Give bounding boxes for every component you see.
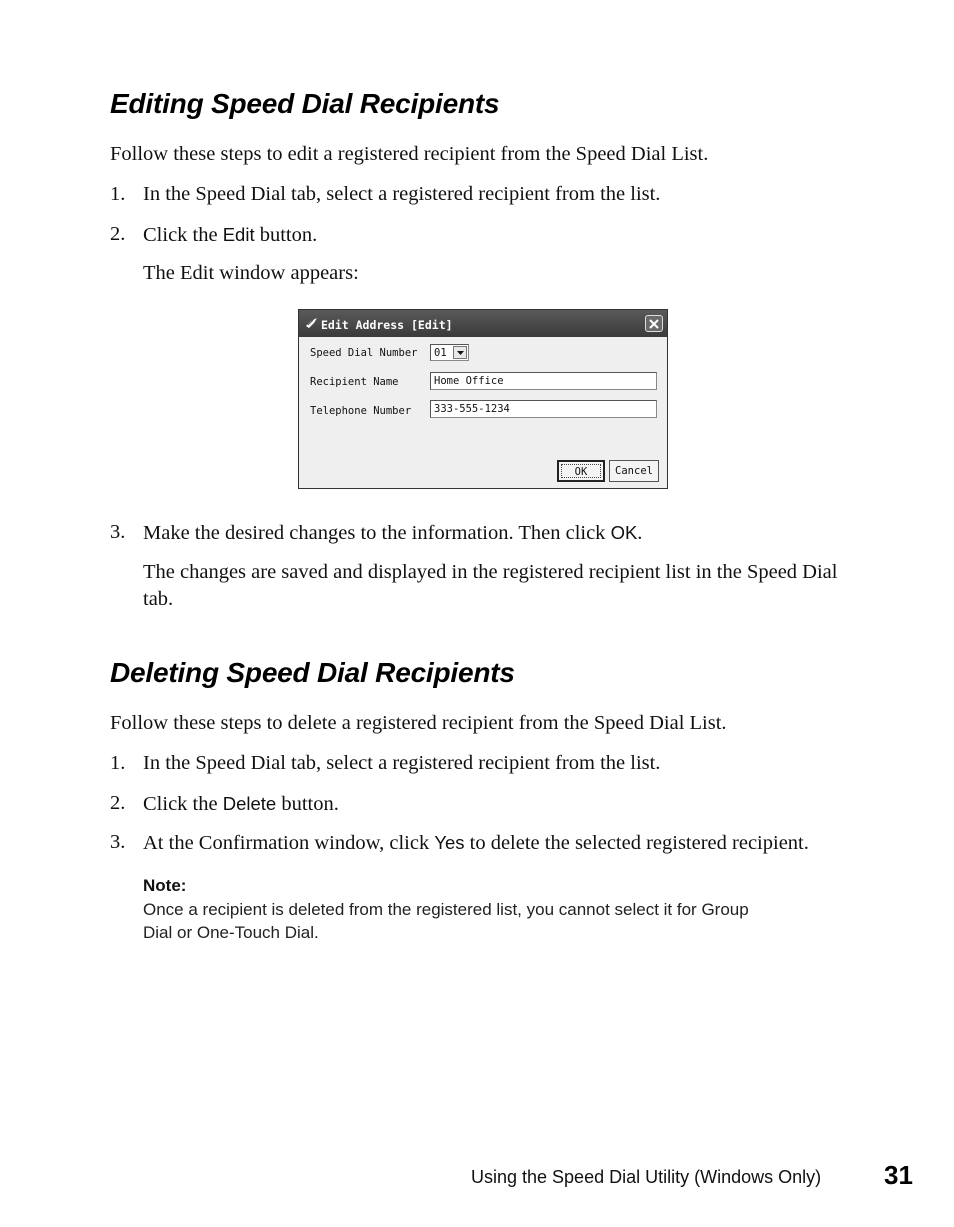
window-note: The Edit window appears: — [143, 262, 359, 284]
step-number: 1. — [110, 752, 126, 774]
ui-term: Delete — [222, 793, 277, 814]
focus-ring — [561, 464, 601, 478]
step-text-part: Click the — [143, 793, 223, 815]
section-heading-deleting: Deleting Speed Dial Recipients — [110, 657, 515, 688]
recipient-name-label: Recipient Name — [310, 376, 399, 388]
dialog-title: Edit Address [Edit] — [321, 318, 453, 332]
step-text-part: At the Confirmation window, click — [143, 832, 435, 854]
ok-button-label: OK — [574, 466, 588, 478]
step-text-part: Click the — [143, 224, 223, 246]
step-number: 2. — [110, 223, 126, 245]
step-number: 3. — [110, 521, 126, 543]
close-button[interactable] — [645, 315, 663, 332]
page-number: 31 — [884, 1160, 913, 1190]
step-text — [143, 519, 642, 547]
step-text: In the Speed Dial tab, select a registered recipient from the list. — [143, 183, 661, 205]
edit-address-dialog — [298, 309, 668, 489]
step-text-part: to delete the selected registered recipient. — [464, 832, 809, 854]
telephone-number-label: Telephone Number — [310, 405, 412, 417]
step-text-part: Make the desired changes to the information. Then click — [143, 522, 611, 544]
note-body-line: Dial or One-Touch Dial. — [143, 923, 319, 942]
dialog-titlebar — [299, 310, 667, 337]
telephone-number-value: 333-555-1234 — [434, 403, 510, 415]
note-title: Note: — [143, 876, 187, 895]
dialog-body — [299, 337, 667, 488]
ok-button[interactable] — [557, 460, 605, 482]
section-intro: Follow these steps to edit a registered recipient from the Speed Dial List. — [110, 143, 709, 165]
ui-term: OK — [610, 522, 638, 543]
ui-term: Yes — [434, 832, 465, 853]
cancel-button[interactable] — [609, 460, 659, 482]
speed-dial-number-value: 01 — [434, 347, 447, 359]
step-text-part: . — [637, 522, 643, 544]
step-text: In the Speed Dial tab, select a registered recipient from the list. — [143, 752, 661, 774]
ui-term: Edit — [222, 224, 255, 245]
step-number: 2. — [110, 792, 126, 814]
app-icon — [305, 317, 318, 329]
after-note: The changes are saved and displayed in the registered recipient list in the Speed Dial tab. — [143, 561, 838, 610]
telephone-number-field[interactable] — [430, 400, 657, 418]
step-text — [143, 221, 317, 249]
chevron-down-icon[interactable] — [453, 346, 467, 359]
step-number: 1. — [110, 183, 126, 205]
step-text-part: button. — [254, 224, 318, 246]
step-text — [143, 790, 339, 818]
step-text-part: button. — [276, 793, 339, 815]
recipient-name-value: Home Office — [434, 375, 504, 387]
speed-dial-number-label: Speed Dial Number — [310, 347, 418, 359]
speed-dial-number-select[interactable] — [430, 344, 469, 361]
section-heading-editing: Editing Speed Dial Recipients — [110, 88, 500, 119]
note-body-line: Once a recipient is deleted from the registered list, you cannot select it for Group — [143, 900, 749, 919]
recipient-name-field[interactable] — [430, 372, 657, 390]
footer-text: Using the Speed Dial Utility (Windows Only) — [471, 1167, 822, 1187]
cancel-button-label: Cancel — [615, 465, 653, 477]
section-intro: Follow these steps to delete a registered recipient from the Speed Dial List. — [110, 712, 727, 734]
close-icon — [649, 319, 659, 329]
step-text — [143, 829, 809, 857]
step-number: 3. — [110, 831, 126, 853]
